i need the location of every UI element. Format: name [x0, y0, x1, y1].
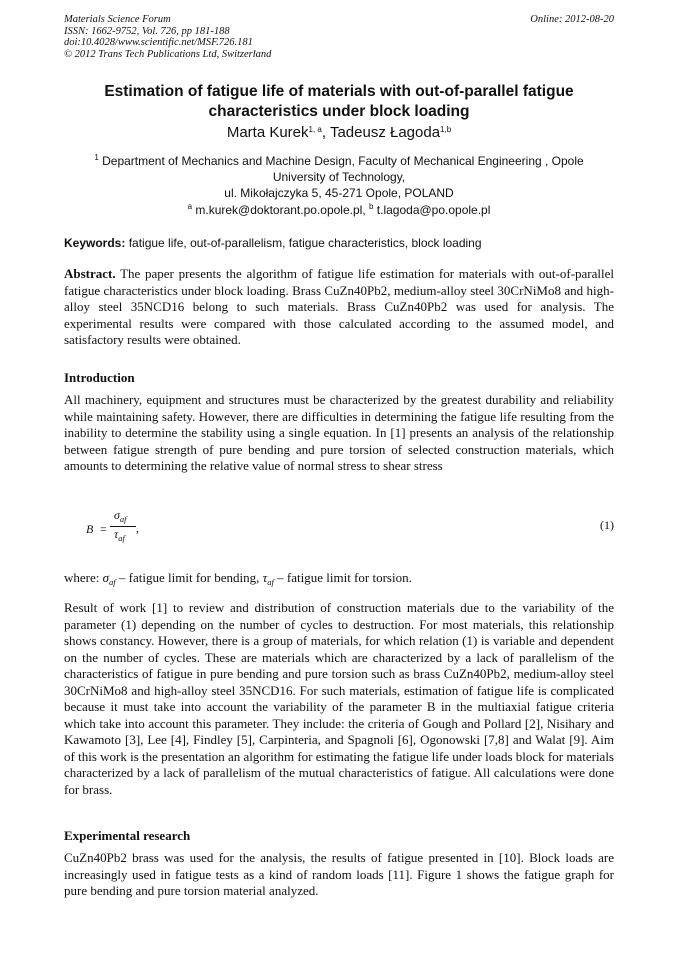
eq-comma: ,	[136, 521, 139, 535]
affil-line-2: University of Technology,	[272, 170, 406, 184]
abstract-text: The paper presents the algorithm of fatigue life estimation for materials with out-of-parallel fatigue characteristics under block loading. Brass CuZn40Pb2, medium-alloy steel 30CrNiMo8 and high-alloy steel 35NCD16 belong to such materials. Brass CuZn40Pb2 was used for analysis. The experimental results were compared with those calculated according to the assumed model, and satisfactory results were obtained.	[64, 266, 614, 347]
paper-title	[64, 82, 614, 122]
where-mid: – fatigue limit for bending,	[115, 570, 263, 585]
author-2: Tadeusz Łagoda	[329, 124, 441, 141]
abstract-label: Abstract.	[64, 266, 116, 281]
eq-num-sub: af	[119, 514, 127, 524]
intro-heading: Introduction	[64, 370, 135, 385]
author-1: Marta Kurek	[226, 124, 309, 141]
eq-numerator	[114, 508, 127, 524]
keywords	[64, 236, 614, 250]
emails	[64, 202, 614, 217]
where-clause	[64, 570, 614, 591]
eq-den-sub: af	[118, 533, 125, 543]
where-tau-sub: af	[267, 577, 274, 587]
author-1-sup: 1, a	[308, 125, 322, 134]
eq-lhs: B	[86, 522, 94, 536]
experimental-heading: Experimental research	[64, 828, 191, 843]
email-a-sup: a	[187, 202, 193, 211]
equation-1	[64, 508, 614, 548]
online-date: Online: 2012-08-20	[530, 14, 614, 25]
eq-den-symbol: τ	[114, 527, 119, 541]
keywords-text: fatigue life, out-of-parallelism, fatigue characteristics, block loading	[125, 236, 482, 250]
affil-sup: 1	[94, 153, 99, 162]
copyright: © 2012 Trans Tech Publications Ltd, Switzerland	[64, 48, 272, 60]
title-line-2: characteristics under block loading	[208, 103, 470, 120]
doi: doi:10.4028/www.scientific.net/MSF.726.181	[64, 37, 253, 48]
where-end: – fatigue limit for torsion.	[273, 570, 412, 585]
issn: ISSN: 1662-9752, Vol. 726, pp 181-188	[64, 25, 230, 37]
where-prefix: where:	[64, 570, 103, 585]
email-b-sup: b	[369, 202, 374, 211]
experimental-paragraph-1: CuZn40Pb2 brass was used for the analysis, the results of fatigue presented in [10]. Block loads are increasingly used in fatigue tests as a kind of random loads [11]. Figure 1 shows the fatigue graph for pure bending and pure torsion material analyzed.	[64, 850, 614, 898]
email-b[interactable]: t.lagoda@po.opole.pl	[373, 203, 491, 217]
journal-name: Materials Science Forum	[64, 14, 171, 25]
where-sigma: σ	[102, 570, 110, 585]
where-tau: τ	[262, 570, 268, 585]
keywords-label: Keywords:	[64, 236, 126, 250]
affil-line-3: ul. Mikołajczyka 5, 45-271 Opole, POLAND	[224, 186, 454, 200]
intro-paragraph-1: All machinery, equipment and structures must be characterized by the greatest durability and reliability while maintaining safety. However, there are difficulties in determining the fatigue life resulting from the inability to determine the stability using a single equation. In [1] presents an analysis of the relationship between fatigue strength of pure bending and pure torsion of selected construction materials, which amounts to determining the relative value of normal stress to shear stress	[64, 392, 614, 473]
eq-num-symbol: σ	[114, 508, 120, 522]
affil-line-1: Department of Mechanics and Machine Design, Faculty of Mechanical Engineering , Opole	[98, 154, 584, 168]
where-sigma-sub: af	[109, 577, 116, 587]
title-line-1: Estimation of fatigue life of materials with out-of-parallel fatigue	[104, 83, 574, 100]
eq-denominator	[114, 527, 125, 543]
author-2-sup: 1,b	[440, 125, 452, 134]
authors	[64, 124, 614, 141]
journal-header	[64, 14, 271, 60]
affiliation	[64, 150, 614, 201]
eq-equals: =	[100, 522, 107, 536]
abstract	[64, 266, 614, 349]
author-separator: ,	[321, 124, 330, 141]
email-a[interactable]: m.kurek@doktorant.po.opole.pl,	[192, 203, 366, 217]
intro-paragraph-2: Result of work [1] to review and distribution of construction materials due to the variability of the parameter (1) depending on the number of cycles to destruction. For most materials, this relationship shows constancy. However, there is a group of materials, for which relation (1) is variable and dependent on the number of cycles. These are materials which are characterized by a lack of parallelism of the characteristics of fatigue in pure bending and pure torsion such as brass CuZn40Pb2, medium-alloy steel 30CrNiMo8 and high-alloy steel 35NCD16. For such materials, estimation of fatigue life is complicated because it must take into account the variability of the parameter B in the multiaxial fatigue criteria which take into account this parameter. They include: the criteria of Gough and Pollard [2], Nisihary and Kawamoto [3], Lee [4], Findley [5], Carpinteria, and Spagnoli [6], Ogonowski [7,8] and Walat [9]. Aim of this work is the presentation an algorithm for estimating the fatigue life under loads block for materials characterized by a lack of parallelism of the mutual characteristics of fatigue. All calculations were done for brass.	[64, 600, 614, 797]
eq-number: (1)	[600, 518, 614, 532]
